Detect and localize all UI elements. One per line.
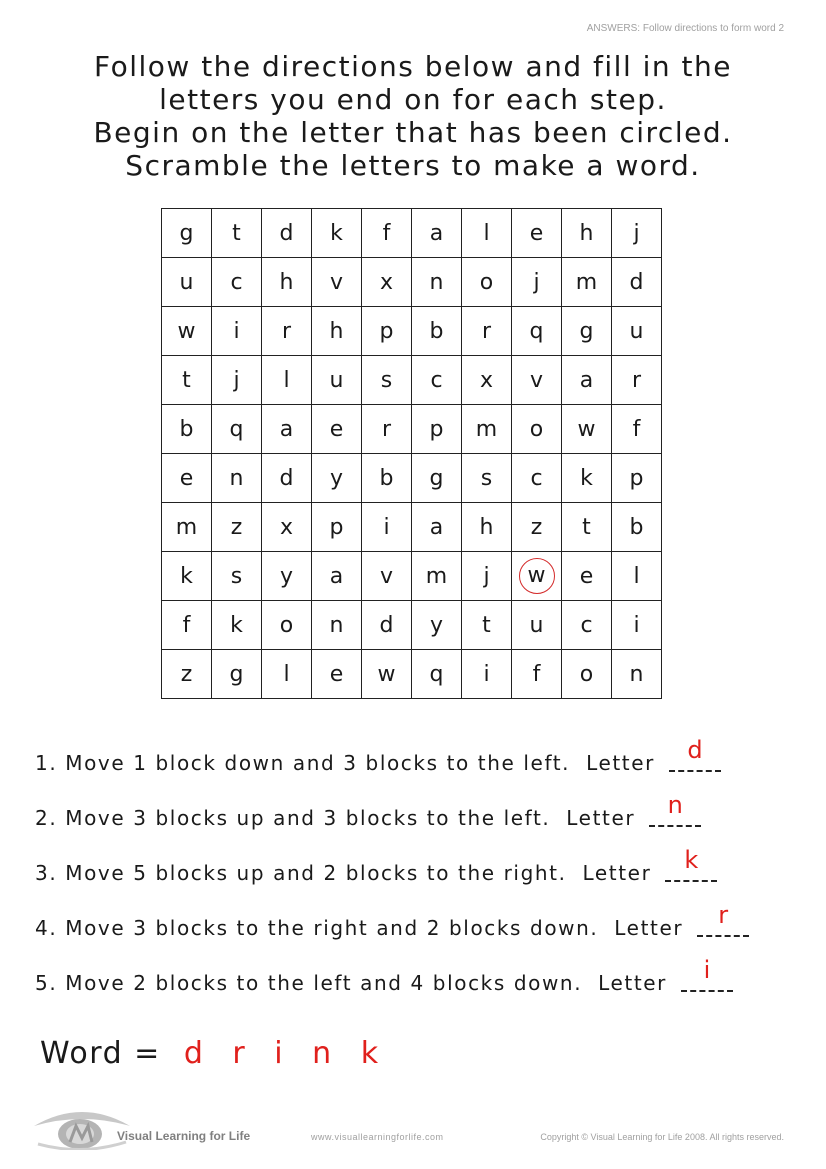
answer-letter: d <box>687 736 703 764</box>
grid-cell: i <box>462 650 512 699</box>
start-letter-circle: w <box>519 558 555 594</box>
grid-cell: e <box>312 405 362 454</box>
letter-label: Letter <box>598 971 667 995</box>
grid-cell: a <box>562 356 612 405</box>
word-line <box>40 1036 388 1071</box>
grid-cell: w <box>362 650 412 699</box>
grid-row <box>162 650 662 699</box>
grid-cell: m <box>462 405 512 454</box>
word-label: Word = <box>40 1036 161 1071</box>
grid-cell: b <box>412 307 462 356</box>
letter-label: Letter <box>586 751 655 775</box>
grid-row <box>162 601 662 650</box>
blank-underline <box>681 990 733 992</box>
step-3 <box>35 846 717 885</box>
grid-row <box>162 552 662 601</box>
grid-cell: z <box>162 650 212 699</box>
grid-cell: v <box>312 258 362 307</box>
grid-cell: n <box>312 601 362 650</box>
grid-cell: f <box>162 601 212 650</box>
grid-cell: j <box>512 258 562 307</box>
grid-cell: r <box>462 307 512 356</box>
letter-label: Letter <box>566 806 636 830</box>
step-2 <box>35 791 701 830</box>
blank-underline <box>697 935 749 937</box>
grid-cell: b <box>612 503 662 552</box>
grid-cell: j <box>462 552 512 601</box>
grid-cell: a <box>412 503 462 552</box>
grid-cell: r <box>362 405 412 454</box>
footer-copyright: Copyright © Visual Learning for Life 2008. All rights reserved. <box>540 1132 784 1142</box>
step-4 <box>35 901 749 940</box>
eye-logo-icon <box>32 1104 132 1150</box>
grid-cell: b <box>162 405 212 454</box>
instructions <box>0 50 826 182</box>
grid-cell: q <box>212 405 262 454</box>
grid-cell: o <box>512 405 562 454</box>
grid-cell: x <box>262 503 312 552</box>
grid-cell: g <box>412 454 462 503</box>
grid-cell: p <box>612 454 662 503</box>
grid-cell: l <box>262 650 312 699</box>
answer-blank <box>697 901 749 935</box>
grid-cell: f <box>512 650 562 699</box>
grid-cell: c <box>562 601 612 650</box>
grid-cell: n <box>612 650 662 699</box>
blank-underline <box>649 825 701 827</box>
grid-cell: i <box>212 307 262 356</box>
grid-cell: n <box>212 454 262 503</box>
blank-underline <box>665 880 717 882</box>
grid-cell: s <box>462 454 512 503</box>
grid-cell: c <box>412 356 462 405</box>
grid-cell <box>512 552 562 601</box>
grid-cell: y <box>262 552 312 601</box>
grid-cell: u <box>312 356 362 405</box>
grid-cell: a <box>312 552 362 601</box>
grid-cell: v <box>362 552 412 601</box>
grid-cell: a <box>412 209 462 258</box>
grid-cell: d <box>262 454 312 503</box>
grid-cell: r <box>262 307 312 356</box>
letter-grid <box>161 208 662 699</box>
grid-cell: w <box>162 307 212 356</box>
grid-cell: m <box>562 258 612 307</box>
grid-cell: y <box>412 601 462 650</box>
grid-cell: u <box>512 601 562 650</box>
grid-cell: d <box>262 209 312 258</box>
header-note: ANSWERS: Follow directions to form word 2 <box>586 23 784 34</box>
footer-url[interactable]: www.visuallearningforlife.com <box>311 1132 444 1142</box>
grid-cell: e <box>162 454 212 503</box>
word-answer: d r i n k <box>183 1036 389 1071</box>
grid-cell: c <box>512 454 562 503</box>
grid-cell: p <box>312 503 362 552</box>
grid-cell: g <box>562 307 612 356</box>
grid-cell: m <box>412 552 462 601</box>
grid-cell: u <box>162 258 212 307</box>
grid-cell: j <box>212 356 262 405</box>
step-5 <box>35 956 733 995</box>
grid-row <box>162 405 662 454</box>
grid-cell: f <box>612 405 662 454</box>
grid-cell: y <box>312 454 362 503</box>
grid-cell: t <box>212 209 262 258</box>
grid-cell: h <box>262 258 312 307</box>
grid-cell: e <box>562 552 612 601</box>
footer-brand: Visual Learning for Life <box>117 1129 251 1143</box>
grid-cell: s <box>362 356 412 405</box>
letter-label: Letter <box>614 916 684 940</box>
answer-letter: n <box>667 791 683 819</box>
grid-cell: h <box>462 503 512 552</box>
grid-cell: u <box>612 307 662 356</box>
grid-cell: c <box>212 258 262 307</box>
grid-cell: l <box>262 356 312 405</box>
grid-cell: x <box>462 356 512 405</box>
grid-cell: o <box>462 258 512 307</box>
answer-blank <box>665 846 717 880</box>
instruction-line: Scramble the letters to make a word. <box>125 149 701 182</box>
grid-cell: e <box>312 650 362 699</box>
grid-cell: o <box>262 601 312 650</box>
step-1 <box>35 736 721 775</box>
grid-cell: t <box>462 601 512 650</box>
grid-cell: t <box>562 503 612 552</box>
grid-cell: p <box>412 405 462 454</box>
grid-cell: l <box>462 209 512 258</box>
grid-cell: q <box>412 650 462 699</box>
answer-letter: i <box>703 956 711 984</box>
step-text: 5. Move 2 blocks to the left and 4 blocks down. <box>35 971 583 995</box>
grid-cell: n <box>412 258 462 307</box>
grid-cell: f <box>362 209 412 258</box>
grid-row <box>162 209 662 258</box>
grid-cell: o <box>562 650 612 699</box>
answer-letter: k <box>684 846 699 874</box>
grid-cell: k <box>312 209 362 258</box>
letter-label: Letter <box>582 861 652 885</box>
grid-cell: m <box>162 503 212 552</box>
answer-blank <box>669 736 721 770</box>
grid-cell: h <box>312 307 362 356</box>
grid-cell: z <box>512 503 562 552</box>
grid-cell: h <box>562 209 612 258</box>
grid-cell: w <box>562 405 612 454</box>
grid-cell: g <box>162 209 212 258</box>
blank-underline <box>669 770 721 772</box>
grid-cell: d <box>612 258 662 307</box>
grid-row <box>162 356 662 405</box>
grid-cell: a <box>262 405 312 454</box>
grid-cell: i <box>362 503 412 552</box>
instruction-line: Begin on the letter that has been circled. <box>93 116 733 149</box>
step-text: 2. Move 3 blocks up and 3 blocks to the left. <box>35 806 551 830</box>
step-text: 3. Move 5 blocks up and 2 blocks to the right. <box>35 861 567 885</box>
grid-cell: i <box>612 601 662 650</box>
grid-cell: v <box>512 356 562 405</box>
grid-cell: k <box>162 552 212 601</box>
step-text: 1. Move 1 block down and 3 blocks to the left. <box>35 751 571 775</box>
grid-cell: r <box>612 356 662 405</box>
answer-letter: r <box>718 901 729 929</box>
grid-cell: k <box>212 601 262 650</box>
instruction-line: Follow the directions below and fill in the <box>93 50 733 83</box>
grid-cell: q <box>512 307 562 356</box>
answer-blank <box>649 791 701 825</box>
grid-cell: d <box>362 601 412 650</box>
grid-cell: p <box>362 307 412 356</box>
grid-cell: e <box>512 209 562 258</box>
answer-blank <box>681 956 733 990</box>
grid-row <box>162 307 662 356</box>
step-text: 4. Move 3 blocks to the right and 2 blocks down. <box>35 916 599 940</box>
grid-cell: b <box>362 454 412 503</box>
grid-cell: t <box>162 356 212 405</box>
grid-cell: s <box>212 552 262 601</box>
grid-cell: j <box>612 209 662 258</box>
instruction-line: letters you end on for each step. <box>159 83 667 116</box>
grid-row <box>162 454 662 503</box>
grid-cell: g <box>212 650 262 699</box>
grid-cell: z <box>212 503 262 552</box>
grid-cell: x <box>362 258 412 307</box>
grid-cell: l <box>612 552 662 601</box>
grid-row <box>162 258 662 307</box>
grid-cell: k <box>562 454 612 503</box>
grid-row <box>162 503 662 552</box>
